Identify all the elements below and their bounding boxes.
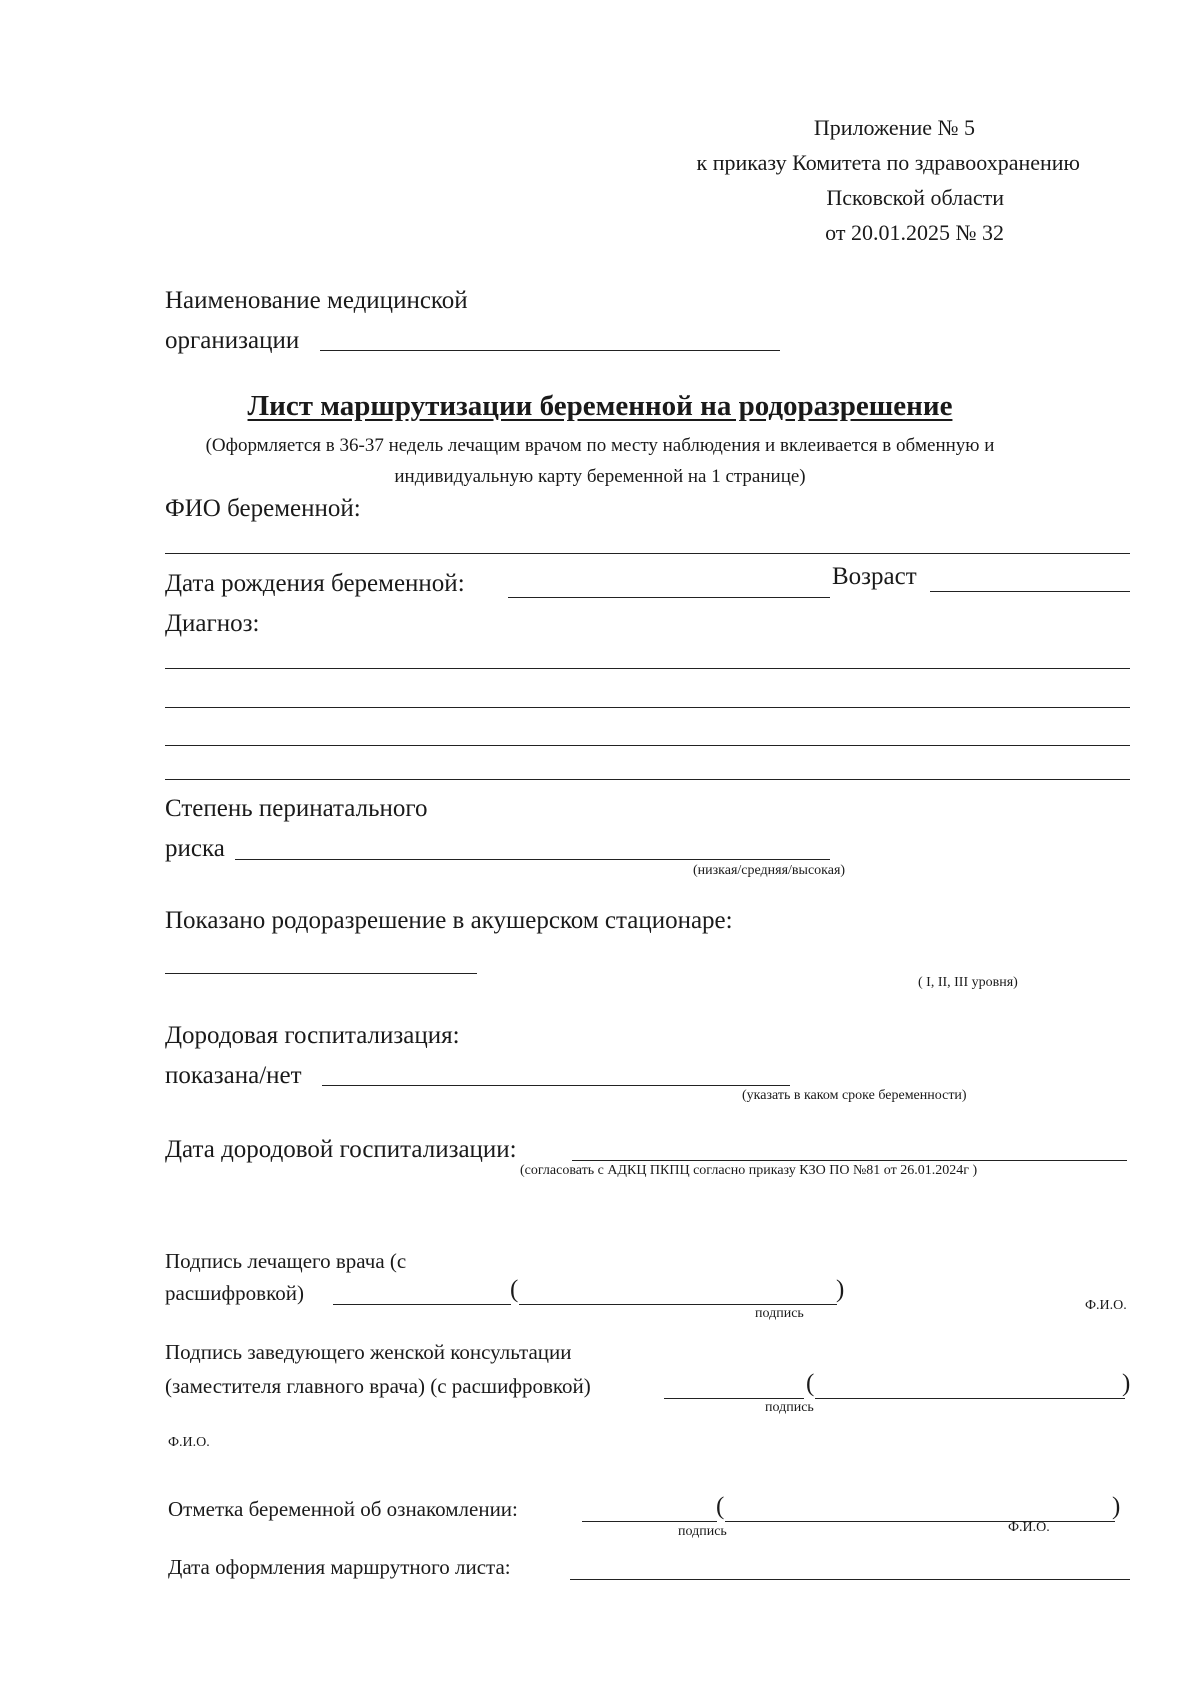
delivery-label: Показано родоразрешение в акушерском стационаре: <box>165 907 733 934</box>
patient-ack-label: Отметка беременной об ознакомлении: <box>168 1497 518 1521</box>
head-fio-open-paren: ( <box>806 1370 815 1397</box>
form-note-line2: индивидуальную карту беременной на 1 странице) <box>394 466 806 487</box>
age-label: Возраст <box>832 563 917 590</box>
doctor-sign-label-line1: Подпись лечащего врача (с <box>165 1249 407 1273</box>
delivery-field[interactable] <box>165 973 477 974</box>
diagnosis-line-2[interactable] <box>165 707 1130 708</box>
diagnosis-label: Диагноз: <box>165 610 260 637</box>
diagnosis-line-4[interactable] <box>165 779 1130 780</box>
delivery-hint: ( I, II, III уровня) <box>918 975 1018 990</box>
form-note-line1: (Оформляется в 36-37 недель лечащим врачом по месту наблюдения и вклеивается в обменную и <box>205 435 995 456</box>
hosp-label-line2: показана/нет <box>165 1062 302 1089</box>
birth-date-field[interactable] <box>508 597 830 598</box>
fio-label: ФИО беременной: <box>165 495 361 522</box>
org-label-line1: Наименование медицинской <box>165 287 468 314</box>
sheet-date-label: Дата оформления маршрутного листа: <box>168 1555 511 1579</box>
risk-hint: (низкая/средняя/высокая) <box>693 863 846 878</box>
hosp-label-line1: Дородовая госпитализация: <box>165 1022 460 1049</box>
risk-label-line2: риска <box>165 835 225 862</box>
risk-label-line1: Степень перинатального <box>165 795 428 822</box>
header-annex-number: Приложение № 5 <box>813 115 975 140</box>
head-sign-label-line2: (заместителя главного врача) (с расшифровкой) <box>165 1374 591 1398</box>
patient-fio-hint: Ф.И.О. <box>1008 1520 1050 1535</box>
head-fio-field[interactable] <box>815 1398 1125 1399</box>
patient-fio-open-paren: ( <box>716 1493 725 1520</box>
birth-date-label: Дата рождения беременной: <box>165 570 465 597</box>
head-fio-close-paren: ) <box>1122 1370 1131 1397</box>
head-sign-hint: подпись <box>765 1400 814 1415</box>
head-sign-label-line1: Подпись заведующего женской консультации <box>165 1340 572 1364</box>
hosp-date-hint: (согласовать с АДКЦ ПКПЦ согласно приказу КЗО ПО №81 от 26.01.2024г ) <box>520 1163 978 1178</box>
patient-fio-close-paren: ) <box>1112 1493 1121 1520</box>
sheet-date-field[interactable] <box>570 1579 1130 1580</box>
patient-sign-hint: подпись <box>678 1524 727 1539</box>
doctor-fio-field[interactable] <box>519 1304 837 1305</box>
org-name-field[interactable] <box>320 350 780 351</box>
org-label-line2: организации <box>165 327 300 354</box>
patient-fio-field[interactable] <box>725 1521 1115 1522</box>
doctor-fio-open-paren: ( <box>510 1276 519 1303</box>
hosp-date-label: Дата дородовой госпитализации: <box>165 1136 517 1163</box>
doctor-fio-close-paren: ) <box>836 1276 845 1303</box>
diagnosis-line-3[interactable] <box>165 745 1130 746</box>
patient-sign-field[interactable] <box>582 1521 717 1522</box>
diagnosis-line-1[interactable] <box>165 668 1130 669</box>
doctor-sign-hint: подпись <box>755 1306 804 1321</box>
hosp-field[interactable] <box>322 1085 790 1086</box>
doctor-sign-label-line2: расшифровкой) <box>165 1281 304 1305</box>
head-sign-field[interactable] <box>664 1398 804 1399</box>
age-field[interactable] <box>930 591 1130 592</box>
risk-field[interactable] <box>235 859 830 860</box>
header-order-ref: к приказу Комитета по здравоохранению <box>696 150 1080 175</box>
header-region: Псковской области <box>826 185 1004 210</box>
head-fio-hint: Ф.И.О. <box>168 1435 210 1450</box>
form-title: Лист маршрутизации беременной на родоразрешение <box>247 390 953 422</box>
doctor-sign-field[interactable] <box>333 1304 511 1305</box>
fio-field[interactable] <box>165 553 1130 554</box>
doctor-fio-hint: Ф.И.О. <box>1085 1298 1127 1313</box>
hosp-date-field[interactable] <box>572 1160 1127 1161</box>
header-order-date: от 20.01.2025 № 32 <box>825 220 1004 245</box>
hosp-hint: (указать в каком сроке беременности) <box>742 1088 967 1103</box>
